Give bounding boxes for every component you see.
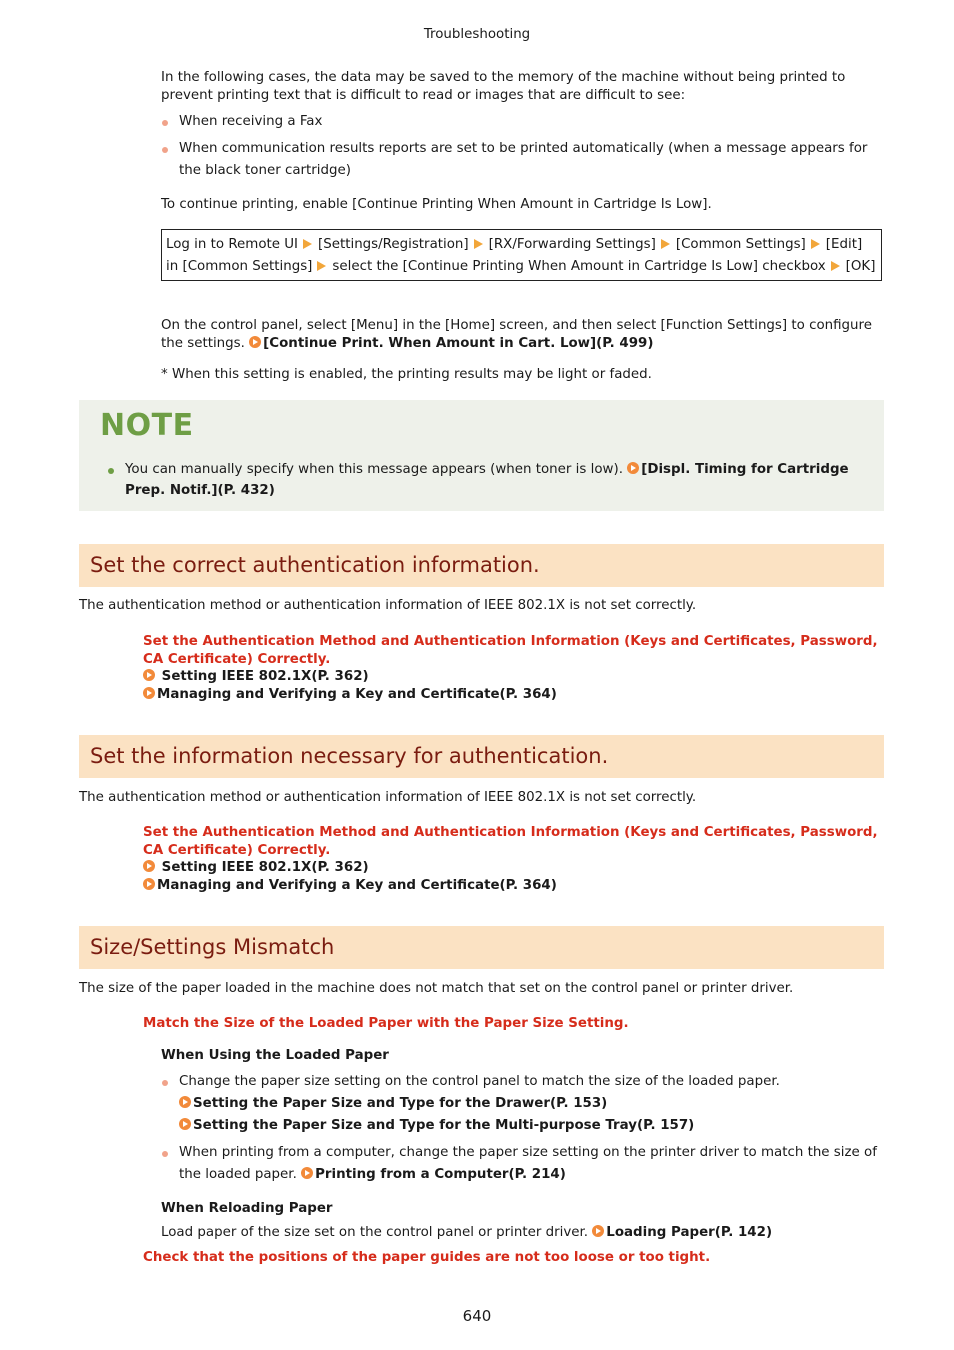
section-heading: Set the information necessary for authentication. (79, 735, 884, 778)
managing-key-link[interactable]: Managing and Verifying a Key and Certificate(P. 364) (143, 686, 884, 704)
arrow-right-icon (661, 239, 670, 249)
step-text: Log in to Remote UI (166, 237, 299, 252)
section-description: The authentication method or authentication information of IEEE 802.1X is not set correctly. (79, 790, 697, 805)
note-item (107, 459, 865, 501)
link-arrow-icon (143, 878, 155, 890)
link-arrow-icon (179, 1118, 191, 1130)
loading-paper-link[interactable]: Loading Paper(P. 142) (592, 1225, 772, 1240)
list-item (161, 1071, 884, 1137)
page-header-title: Troubleshooting (423, 27, 531, 42)
managing-key-link[interactable]: Managing and Verifying a Key and Certificate(P. 364) (143, 877, 884, 895)
link-arrow-icon (249, 336, 261, 348)
link-arrow-icon (179, 1096, 191, 1108)
setting-ieee-link[interactable]: Setting IEEE 802.1X(P. 362) (143, 668, 884, 686)
list-item (161, 1142, 884, 1186)
intro-bullet-list (161, 111, 884, 182)
printing-from-computer-link[interactable]: Printing from a Computer(P. 214) (301, 1167, 566, 1182)
resolution-title: Match the Size of the Loaded Paper with the Paper Size Setting. (143, 1016, 629, 1031)
arrow-right-icon (831, 261, 840, 271)
resolution-block (143, 824, 884, 894)
section-heading: Set the correct authentication information. (79, 544, 884, 587)
step-text: [Settings/Registration] (318, 237, 469, 252)
step-text: [OK] (845, 258, 876, 274)
continue-printing-text: To continue printing, enable [Continue Printing When Amount in Cartridge Is Low]. (161, 197, 712, 212)
link-arrow-icon (143, 860, 155, 872)
step-text: select the [Continue Printing When Amount in Cartridge Is Low] checkbox (332, 258, 826, 274)
step-text: [Edit] in [Common Settings] (166, 237, 863, 274)
link-arrow-icon (627, 462, 639, 474)
reloading-paper-heading: When Reloading Paper (161, 1201, 333, 1216)
setting-ieee-link[interactable]: Setting IEEE 802.1X(P. 362) (143, 859, 884, 877)
continue-print-link[interactable]: [Continue Print. When Amount in Cart. Low](P. 499) (249, 336, 653, 351)
page-number: 640 (462, 1307, 492, 1325)
link-arrow-icon (143, 669, 155, 681)
link-arrow-icon (143, 687, 155, 699)
note-text: You can manually specify when this message appears (when toner is low). (125, 462, 623, 477)
loaded-paper-heading: When Using the Loaded Paper (161, 1048, 389, 1063)
list-item: When receiving a Fax (161, 111, 884, 133)
arrow-right-icon (811, 239, 820, 249)
asterisk-note: * When this setting is enabled, the printing results may be light or faded. (161, 367, 652, 382)
displ-timing-link[interactable]: [Displ. Timing for Cartridge Prep. Notif.](P. 432) (125, 462, 849, 498)
resolution-block (143, 633, 884, 703)
arrow-right-icon (303, 239, 312, 249)
arrow-right-icon (474, 239, 483, 249)
section-description: The authentication method or authentication information of IEEE 802.1X is not set correctly. (79, 598, 697, 613)
control-panel-text: On the control panel, select [Menu] in the [Home] screen, and then select [Function Settings] to configure the settings. (161, 318, 872, 351)
loaded-paper-list (161, 1071, 884, 1186)
list-item: When communication results reports are set to be printed automatically (when a message appears for the black toner cartridge) (161, 138, 884, 182)
remote-ui-steps-box (161, 229, 882, 281)
link-arrow-icon (592, 1225, 604, 1237)
step-text: [RX/Forwarding Settings] (488, 237, 656, 252)
link-arrow-icon (301, 1167, 313, 1179)
resolution-title: Set the Authentication Method and Authentication Information (Keys and Certificates, Password, CA Certificate) Correctly. (143, 634, 878, 667)
note-title: NOTE (100, 408, 194, 443)
section-heading: Size/Settings Mismatch (79, 926, 884, 969)
arrow-right-icon (317, 261, 326, 271)
list-item-text: Change the paper size setting on the control panel to match the size of the loaded paper. (179, 1074, 780, 1089)
reloading-paper-text: Load paper of the size set on the control panel or printer driver. Loading Paper(P. 142) (161, 1225, 773, 1240)
drawer-size-link[interactable]: Setting the Paper Size and Type for the Drawer(P. 153) (179, 1093, 884, 1115)
note-box (79, 400, 884, 511)
check-paper-guides: Check that the positions of the paper guides are not too loose or too tight. (143, 1250, 711, 1265)
step-text: [Common Settings] (675, 237, 806, 252)
intro-paragraph: In the following cases, the data may be saved to the memory of the machine without being printed to prevent printing text that is difficult to read or images that are difficult to see: (161, 70, 846, 103)
list-item-text: When printing from a computer, change the paper size setting on the printer driver to match the size of the loaded paper. (179, 1145, 877, 1182)
tray-size-link[interactable]: Setting the Paper Size and Type for the Multi-purpose Tray(P. 157) (179, 1115, 884, 1137)
section-description: The size of the paper loaded in the machine does not match that set on the control panel or printer driver. (79, 981, 794, 996)
resolution-title: Set the Authentication Method and Authentication Information (Keys and Certificates, Password, CA Certificate) Correctly. (143, 825, 878, 858)
control-panel-paragraph (161, 317, 884, 352)
